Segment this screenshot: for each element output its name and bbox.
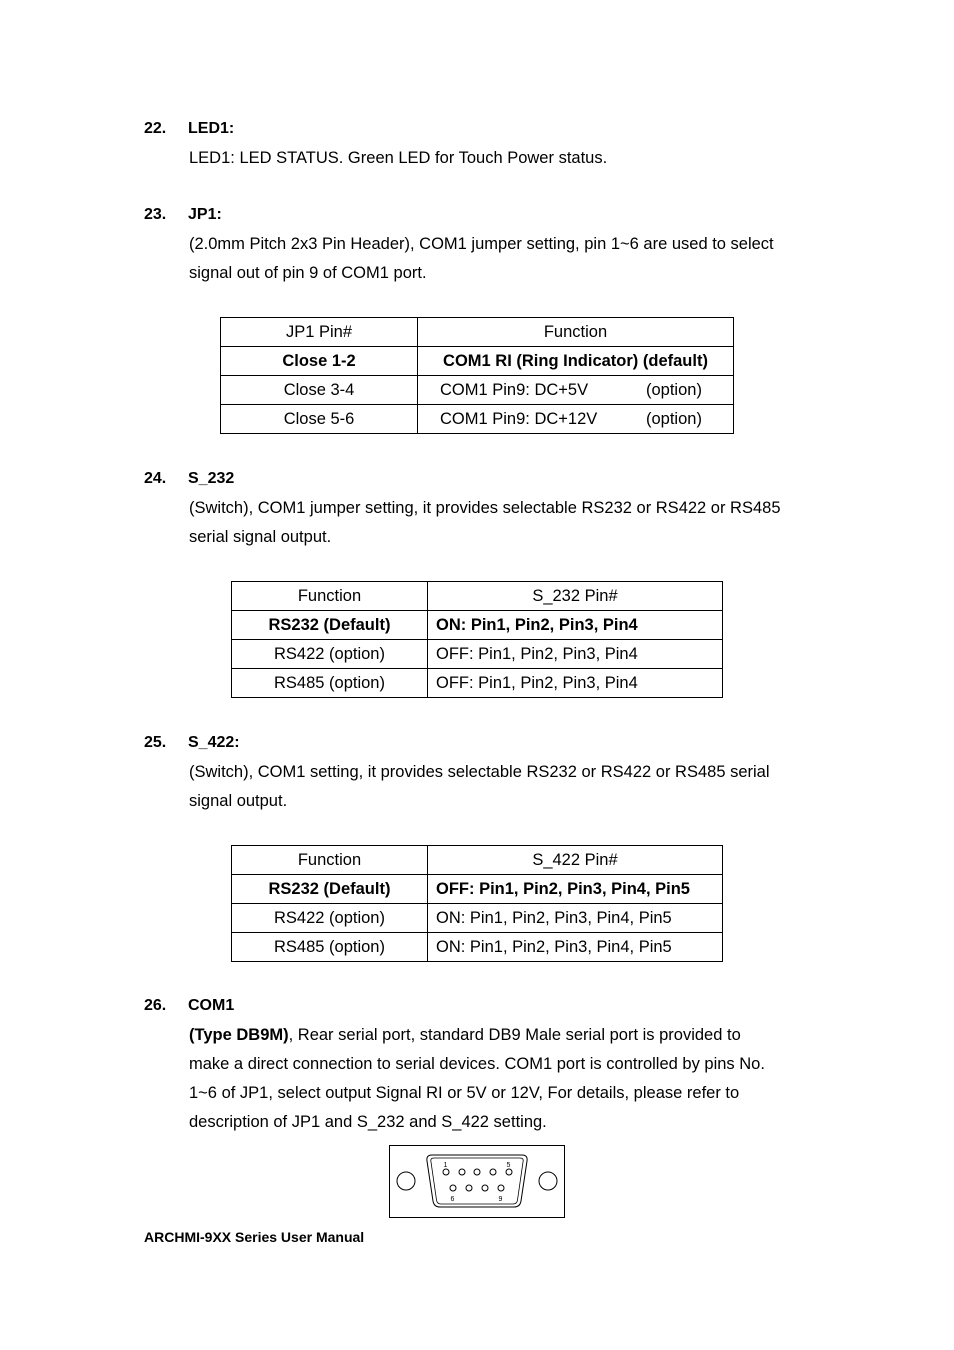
paragraph-text: , Rear serial port, standard DB9 Male serial port is provided to — [288, 1026, 741, 1044]
table-cell: RS232 (Default) — [232, 611, 428, 640]
table-cell: Close 3-4 — [221, 376, 418, 405]
page-footer: ARCHMI-9XX Series User Manual — [144, 1229, 365, 1245]
table-cell: OFF: Pin1, Pin2, Pin3, Pin4 — [428, 640, 723, 669]
section-number: 26. — [144, 997, 167, 1014]
function-text: COM1 Pin9: DC+5V — [440, 380, 589, 399]
table-header-cell: Function — [232, 582, 428, 611]
paragraph-line: (Switch), COM1 setting, it provides selectable RS232 or RS422 or RS485 serial — [189, 763, 770, 781]
table-cell: ON: Pin1, Pin2, Pin3, Pin4, Pin5 — [428, 904, 723, 933]
section-26-body — [189, 1021, 819, 1137]
section-25-heading — [144, 734, 240, 752]
table-header-cell: S_422 Pin# — [428, 846, 723, 875]
table-cell: ON: Pin1, Pin2, Pin3, Pin4, Pin5 — [428, 933, 723, 962]
pin-label: 6 — [450, 1196, 455, 1203]
table-cell — [418, 376, 734, 405]
option-text: (option) — [646, 380, 702, 399]
option-text: (option) — [646, 409, 702, 428]
table-header-cell: S_232 Pin# — [428, 582, 723, 611]
s232-table — [231, 581, 723, 698]
section-title: COM1 — [188, 997, 235, 1014]
table-cell: RS232 (Default) — [232, 875, 428, 904]
table-cell: RS422 (option) — [232, 640, 428, 669]
section-number: 24. — [144, 470, 167, 487]
section-22-heading — [144, 120, 234, 138]
table-cell: RS485 (option) — [232, 933, 428, 962]
table-cell: OFF: Pin1, Pin2, Pin3, Pin4 — [428, 669, 723, 698]
section-title: S_422: — [188, 734, 240, 751]
s422-table — [231, 845, 723, 962]
paragraph-line: description of JP1 and S_232 and S_422 setting. — [189, 1113, 547, 1131]
section-25-body — [189, 758, 819, 816]
section-24-body — [189, 494, 819, 552]
paragraph-line: signal output. — [189, 792, 288, 810]
paragraph-line — [189, 1021, 819, 1050]
section-26-heading — [144, 997, 234, 1015]
table-row — [232, 640, 723, 669]
section-24-heading — [144, 470, 234, 488]
table-cell: Close 1-2 — [221, 347, 418, 376]
table-header-cell: Function — [418, 318, 734, 347]
table-cell: Close 5-6 — [221, 405, 418, 434]
table-cell — [418, 405, 734, 434]
table-header-row — [221, 318, 734, 347]
section-23-heading — [144, 206, 222, 224]
paragraph-line: (2.0mm Pitch 2x3 Pin Header), COM1 jumper setting, pin 1~6 are used to select — [189, 235, 774, 253]
table-row — [221, 376, 734, 405]
table-cell: RS422 (option) — [232, 904, 428, 933]
table-row — [232, 669, 723, 698]
table-header-row — [232, 582, 723, 611]
table-row — [232, 933, 723, 962]
section-22-body — [189, 144, 819, 173]
paragraph-line: signal out of pin 9 of COM1 port. — [189, 264, 427, 282]
section-23-body — [189, 230, 819, 288]
pin-label: 5 — [506, 1162, 511, 1169]
table-row — [232, 611, 723, 640]
table-header-cell: JP1 Pin# — [221, 318, 418, 347]
table-row — [221, 405, 734, 434]
section-title: LED1: — [188, 120, 235, 137]
pin-label: 9 — [498, 1196, 503, 1203]
table-cell: OFF: Pin1, Pin2, Pin3, Pin4, Pin5 — [428, 875, 723, 904]
db9-connector-icon — [389, 1145, 566, 1219]
paragraph-line: 1~6 of JP1, select output Signal RI or 5V or 12V, For details, please refer to — [189, 1084, 740, 1102]
section-number: 22. — [144, 120, 167, 137]
function-text: COM1 Pin9: DC+12V — [440, 409, 598, 428]
paragraph-line: LED1: LED STATUS. Green LED for Touch Power status. — [189, 149, 608, 167]
paragraph-line: serial signal output. — [189, 528, 332, 546]
paragraph-line: make a direct connection to serial devices. COM1 port is controlled by pins No. — [189, 1055, 765, 1073]
section-title: JP1: — [188, 206, 222, 223]
pin-label: 1 — [443, 1162, 448, 1169]
table-row — [232, 875, 723, 904]
table-header-cell: Function — [232, 846, 428, 875]
bold-lead: (Type DB9M) — [189, 1026, 289, 1044]
table-cell: ON: Pin1, Pin2, Pin3, Pin4 — [428, 611, 723, 640]
table-row — [221, 347, 734, 376]
table-cell: COM1 RI (Ring Indicator) (default) — [418, 347, 734, 376]
table-row — [232, 904, 723, 933]
table-header-row — [232, 846, 723, 875]
table-cell: RS485 (option) — [232, 669, 428, 698]
section-number: 23. — [144, 206, 167, 223]
paragraph-line: (Switch), COM1 jumper setting, it provides selectable RS232 or RS422 or RS485 — [189, 499, 781, 517]
section-title: S_232 — [188, 470, 235, 487]
section-number: 25. — [144, 734, 167, 751]
jp1-table — [220, 317, 734, 434]
